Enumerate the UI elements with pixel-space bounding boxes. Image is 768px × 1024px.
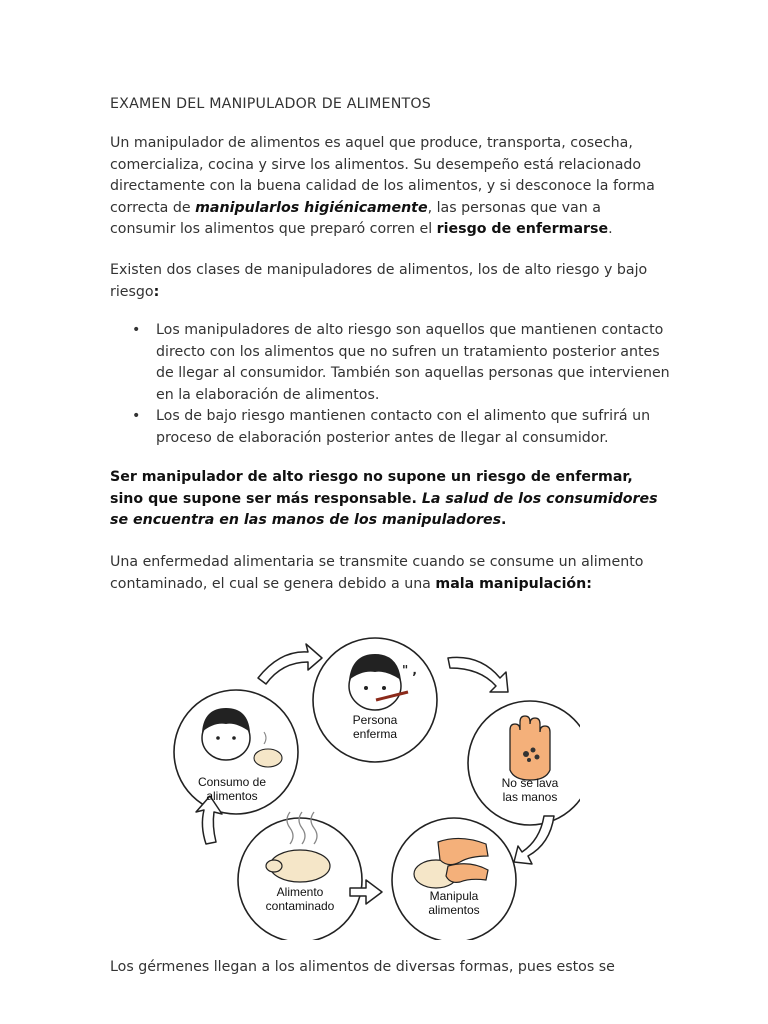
svg-text:" ,: " , [402,663,417,677]
node-label-line1: Manipula [429,889,479,903]
node-label-line2: alimentos [428,903,480,917]
sick-person-icon [349,654,417,710]
paragraph-definition-text: Un manipulador de alimentos es aquel que produce, transporta, cosecha, comercializa, cocina y sirve los alimentos. Su desempeño está relacionado directamente con la buena calidad de los alimentos, y si desconoce la forma correcta de [110,135,655,216]
paragraph-responsibility [110,467,660,532]
bullet-icon: • [132,322,141,338]
list-item [110,406,670,449]
paragraph-germs: Los gérmenes llegan a los alimentos de diversas formas, pues estos se [110,959,615,975]
bullet-icon: • [132,408,141,424]
list-item-text: Los de bajo riesgo mantienen contacto con el alimento que sufrirá un proceso de elaboración posterior antes de llegar al consumidor. [156,408,651,446]
node-label-line1: Persona [352,713,398,727]
paragraph-types-text: Existen dos clases de manipuladores de alimentos, los de alto riesgo y bajo riesgo [110,262,648,300]
contamination-cycle-diagram [170,630,580,940]
node-label-line1: Consumo de [197,775,267,789]
person-eating-icon [202,708,282,767]
dirty-hand-icon [510,716,550,780]
cycle-arrow-icon [448,657,508,692]
node-label-line2: enferma [352,727,398,741]
paragraph-definition-end: . [608,221,613,237]
paragraph-responsibility-end: . [501,512,507,528]
paragraph-types-colon: : [153,283,160,300]
node-label-line1: Alimento [276,885,324,899]
hands-handling-food-icon [414,838,488,888]
emphasis-illness-risk: riesgo de enfermarse [436,221,609,237]
node-label-line2: contaminado [265,899,335,913]
paragraph-types [110,260,660,303]
paragraph-transmission [110,552,660,595]
emphasis-consumer-health: La salud de los consumidores se encuentra en las manos de los manipuladores [110,490,658,528]
list-item [110,320,670,406]
node-label-line2: alimentos [206,789,258,803]
paragraph-definition [110,133,660,241]
cycle-arrow-icon [514,816,554,864]
paragraph-responsibility-text: Ser manipulador de alto riesgo no supone un riesgo de enfermar, sino que supone ser más responsable. [110,469,633,507]
document-title: EXAMEN DEL MANIPULADOR DE ALIMENTOS [110,96,431,112]
cycle-arrow-icon [350,880,382,904]
cycle-arrow-icon [258,644,322,684]
emphasis-bad-handling: mala manipulación: [435,575,592,592]
node-label-line2: las manos [502,790,558,804]
list-item-text: Los manipuladores de alto riesgo son aquellos que mantienen contacto directo con los alimentos que no sufren un tratamiento posterior antes de llegar al consumidor. También son aquellas personas que intervienen en la elaboración de alimentos. [156,322,670,403]
paragraph-definition-middle: , las personas que van a consumir los alimentos que preparó corren el [110,199,601,237]
node-label-line1: No se lava [501,776,559,790]
bullet-list [110,320,670,449]
emphasis-hygienic-handling: manipularlos higiénicamente [195,199,428,216]
paragraph-transmission-text: Una enfermedad alimentaria se transmite cuando se consume un alimento contaminado, el cual se genera debido a una [110,554,644,592]
